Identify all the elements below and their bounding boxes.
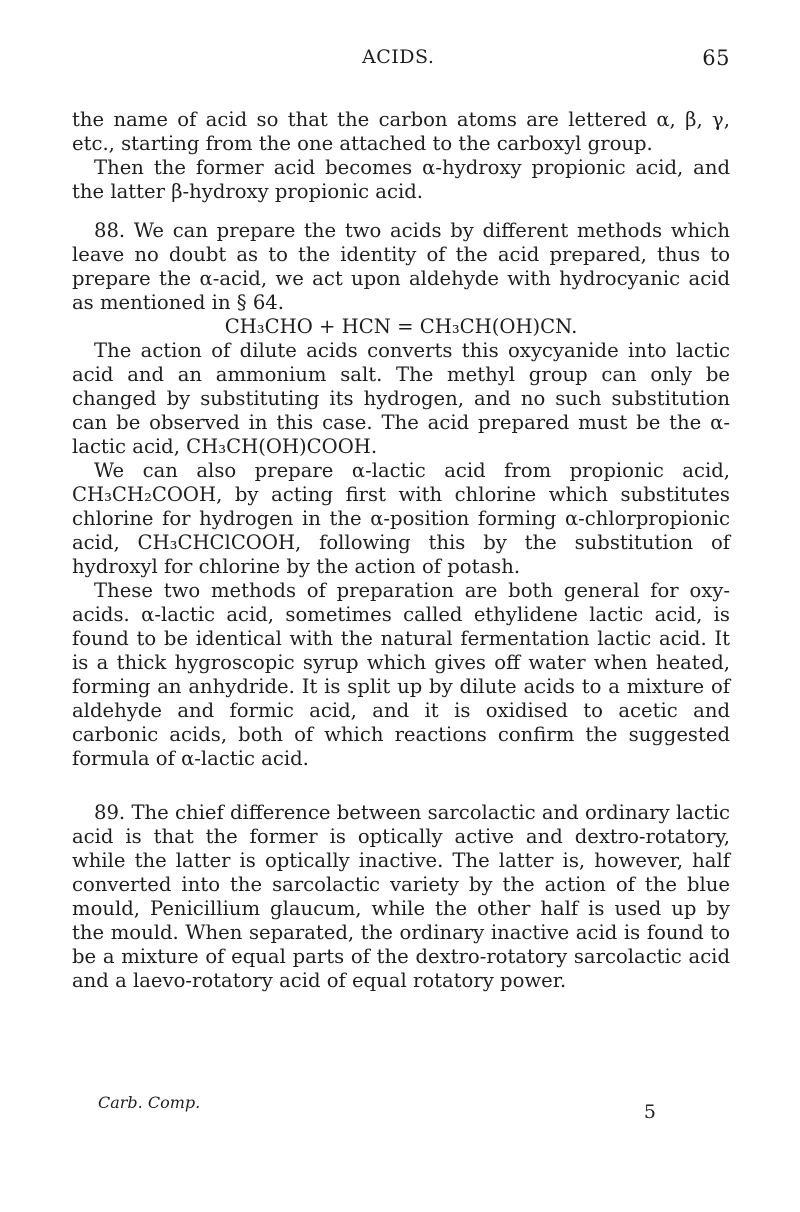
page-number: 65 <box>702 46 730 70</box>
paragraph-88: 88. We can prepare the two acids by different methods which leave no doubt as to the identity of the acid prepared, thus to prepare the α-acid, we act upon aldehyde with hydrocyanic acid as mentioned in § 64. <box>72 219 730 314</box>
paragraph-continuation: the name of acid so that the carbon atoms are lettered α, β, γ, etc., starting from the one attached to the carboxyl group. <box>72 108 730 155</box>
paragraph-hydroxy-names: Then the former acid becomes α-hydroxy propionic acid, and the latter β-hydroxy propionic acid. <box>72 156 730 203</box>
chemical-equation: CH₃CHO + HCN = CH₃CH(OH)CN. <box>224 315 578 338</box>
running-title: ACIDS. <box>362 46 435 68</box>
paragraph-propionic: We can also prepare α-lactic acid from propionic acid, CH₃CH₂COOH, by acting first with chlorine which substitutes chlorine for hydrogen in the α-position forming α-chlorpropionic acid, CH₃CHClCOOH, following this by the substitution of hydroxyl for chlorine by the action of potash. <box>72 459 730 578</box>
paragraph-89: 89. The chief difference between sarcolactic and ordinary lactic acid is that the former is optically active and dextro-rotatory, while the latter is optically inactive. The latter is, however, half converted into the sarcolactic variety by the action of the blue mould, Penicillium glaucum, while the other half is used up by the mould. When separated, the ordinary inactive acid is found to be a mixture of equal parts of the dextro-rotatory sarcolactic acid and a laevo-rotatory acid of equal rotatory power. <box>72 801 730 992</box>
signature-mark: Carb. Comp. <box>98 1093 201 1112</box>
paragraph-methods: These two methods of preparation are both general for oxy-acids. α-lactic acid, sometimes called ethylidene lactic acid, is found to be identical with the natural fermentation lactic acid. It is a thick hygroscopic syrup which gives off water when heated, forming an anhydride. It is split up by dilute acids to a mixture of aldehyde and formic acid, and it is oxidised to acetic and carbonic acids, both of which reactions confirm the suggested formula of α-lactic acid. <box>72 579 730 770</box>
signature-number: 5 <box>643 1101 656 1123</box>
paragraph-oxycyanide: The action of dilute acids converts this oxycyanide into lactic acid and an ammonium salt. The methyl group can only be changed by substituting its hydrogen, and no such substitution can be observed in this case. The acid prepared must be the α-lactic acid, CH₃CH(OH)COOH. <box>72 339 730 458</box>
page-footer <box>72 1093 730 1133</box>
page-body <box>72 108 730 993</box>
running-header <box>72 46 730 72</box>
